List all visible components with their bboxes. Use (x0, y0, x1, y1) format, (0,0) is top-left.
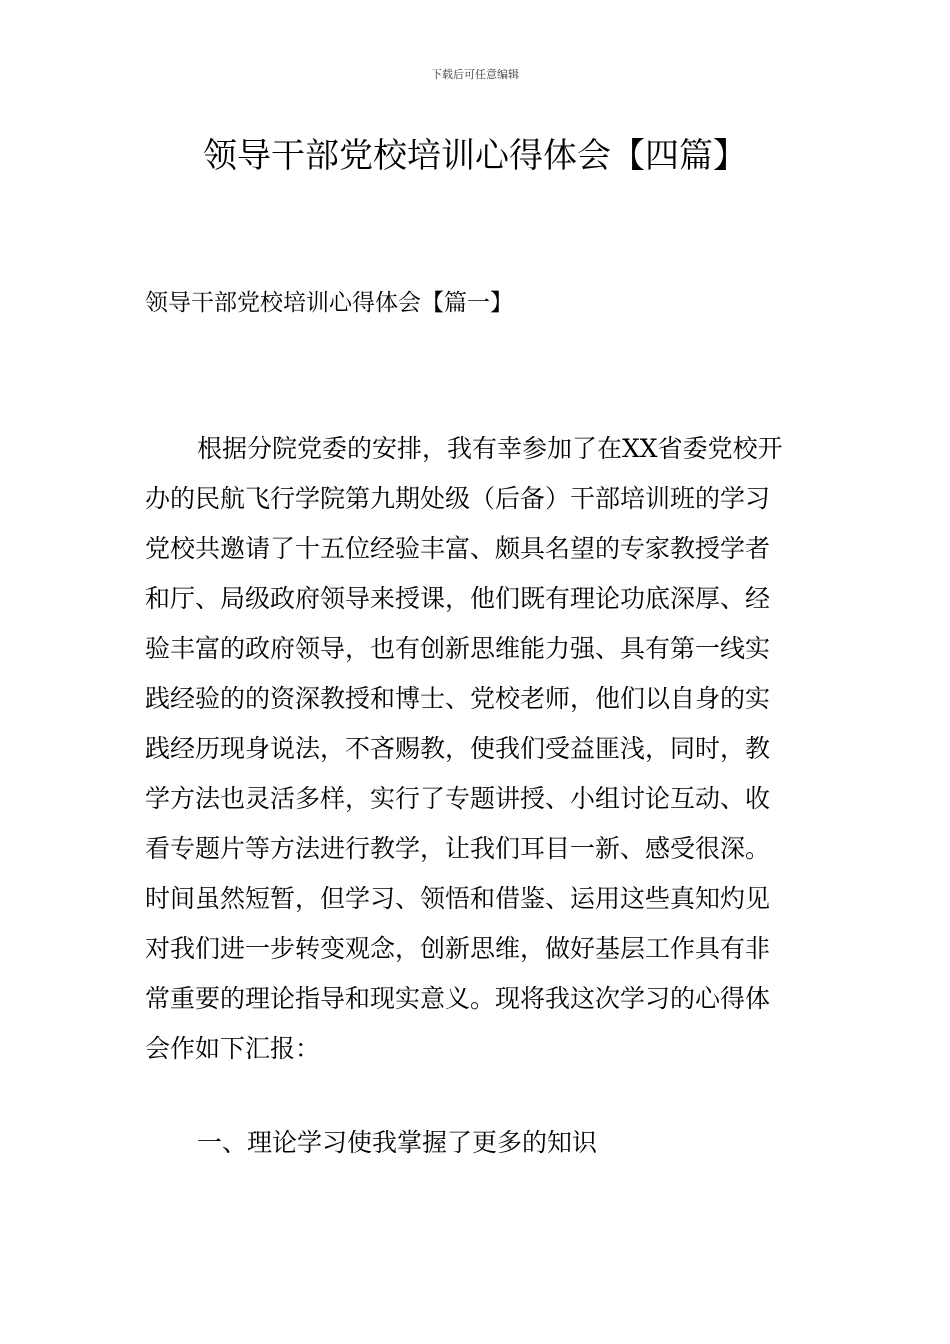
header-note: 下载后可任意编辑 (431, 68, 519, 81)
paragraph-line: 对我们进一步转变观念，创新思维，做好基层工作具有非 (145, 934, 771, 963)
sub-heading: 一、理论学习使我掌握了更多的知识 (197, 1128, 598, 1157)
paragraph-line: 践经验的的资深教授和博士、党校老师，他们以自身的实 (145, 684, 771, 713)
paragraph-line: 践经历现身说法，不吝赐教，使我们受益匪浅，同时，教 (145, 734, 771, 763)
paragraph-line: 验丰富的政府领导，也有创新思维能力强、具有第一线实 (145, 634, 771, 663)
document-title: 领导干部党校培训心得体会【四篇】 (203, 136, 747, 176)
paragraph-line: 学方法也灵活多样，实行了专题讲授、小组讨论互动、收 (145, 784, 771, 813)
paragraph-line: 党校共邀请了十五位经验丰富、颇具名望的专家教授学者 (145, 534, 771, 563)
paragraph-line: 和厅、局级政府领导来授课，他们既有理论功底深厚、经 (145, 584, 771, 613)
section-heading: 领导干部党校培训心得体会【篇一】 (145, 290, 513, 316)
paragraph-line: 时间虽然短暂，但学习、领悟和借鉴、运用这些真知灼见 (145, 884, 771, 913)
paragraph-line: 根据分院党委的安排，我有幸参加了在XX省委党校开 (197, 434, 783, 463)
paragraph-line: 办的民航飞行学院第九期处级（后备）干部培训班的学习 (145, 484, 771, 513)
paragraph-line: 常重要的理论指导和现实意义。现将我这次学习的心得体 (145, 984, 771, 1013)
paragraph-line: 会作如下汇报： (145, 1034, 321, 1063)
paragraph-line: 看专题片等方法进行教学，让我们耳目一新、感受很深。 (145, 834, 771, 863)
body-paragraph (145, 424, 807, 1074)
